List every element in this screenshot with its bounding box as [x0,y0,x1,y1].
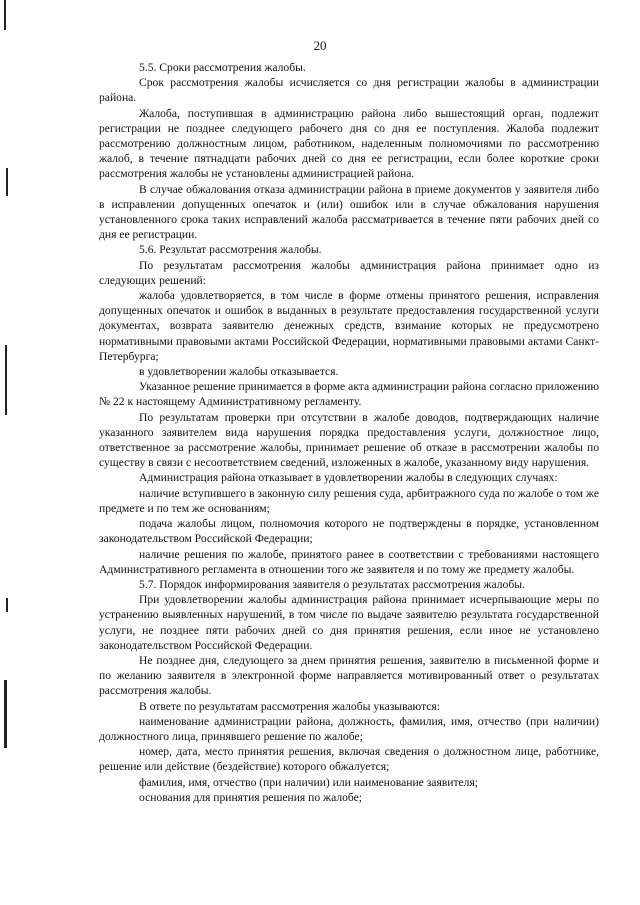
scan-edge-mark [6,168,8,196]
section-heading-5-6: 5.6. Результат рассмотрения жалобы. [139,243,322,257]
paragraph: По результатам рассмотрения жалобы администрация района принимает одно из следующих решений: [99,258,599,287]
paragraph: Администрация района отказывает в удовлетворении жалобы в следующих случаях: [139,471,558,485]
scan-edge-mark [4,0,6,30]
list-item: подача жалобы лицом, полномочия которого не подтверждены в порядке, установленном законодательством Российской Федерации; [99,517,599,546]
section-heading-5-7: 5.7. Порядок информирования заявителя о результатах рассмотрения жалобы. [139,577,525,591]
paragraph: Срок рассмотрения жалобы исчисляется со дня регистрации жалобы в администрации района. [99,76,599,105]
scan-edge-mark [5,345,7,415]
paragraph: Не позднее дня, следующего за днем принятия решения, заявителю в письменной форме и по желанию заявителя в электронной форме направляется мотивированный ответ о результатах рассмотрения жалобы. [99,653,599,698]
list-item: в удовлетворении жалобы отказывается. [139,365,339,379]
paragraph: Указанное решение принимается в форме акта администрации района согласно приложению № 22 к настоящему Административному регламенту. [99,380,599,409]
scan-edge-mark [6,598,8,612]
list-item: основания для принятия решения по жалобе; [139,790,363,804]
list-item: наличие решения по жалобе, принятого ранее в соответствии с требованиями настоящего Административного регламента в отношении того же заявителя и по тому же предмету жалобы. [99,547,599,576]
list-item: наличие вступившего в законную силу решения суда, арбитражного суда по жалобе о том же предмете и по тем же основаниям; [99,486,599,515]
document-body [99,60,599,805]
list-item: жалоба удовлетворяется, в том числе в форме отмены принятого решения, исправления допущенных опечаток и ошибок в выданных в результате предоставления государственной услуги документах, возврата заявителю денежных средств, взимание которых не предусмотрено нормативными правовыми актами Российской Федерации, нормативными правовыми актами Санкт-Петербурга; [99,289,599,363]
paragraph: В случае обжалования отказа администрации района в приеме документов у заявителя либо в исправлении допущенных опечаток и (или) ошибок или в случае обжалования нарушения установленного срока таких исправлений жалоба рассматривается в течение пяти рабочих дней со дня ее регистрации. [99,182,599,242]
list-item: наименование администрации района, должность, фамилия, имя, отчество (при наличии) должностного лица, принявшего решение по жалобе; [99,714,599,743]
paragraph: При удовлетворении жалобы администрация района принимает исчерпывающие меры по устранению выявленных нарушений, в том числе по выдаче заявителю результата государственной услуги, не позднее пяти рабочих дней со дня принятия решения, если иное не установлено законодательством Российской Федерации. [99,593,599,652]
list-item: фамилия, имя, отчество (при наличии) или наименование заявителя; [139,775,479,789]
paragraph: По результатам проверки при отсутствии в жалобе доводов, подтверждающих наличие указанного заявителем вида нарушения порядка предоставления услуги, должностное лицо, ответственное за рассмотрение жалобы, принимает решение об отказе в рассмотрении жалобы по существу в связи с несоответствием сведений, изложенных в жалобе, указанному виду нарушения. [99,410,599,470]
section-heading-5-5: 5.5. Сроки рассмотрения жалобы. [139,61,306,74]
page-number: 20 [313,38,327,53]
list-item: номер, дата, место принятия решения, включая сведения о должностном лице, работнике, решение или действие (бездействие) которого обжалуется; [99,745,599,774]
scan-edge-mark [4,680,7,748]
paragraph: Жалоба, поступившая в администрацию района либо вышестоящий орган, подлежит регистрации не позднее следующего рабочего дня со дня ее поступления. Жалоба подлежит рассмотрению должностным лицом, работником, наделенным полномочиями по рассмотрению жалоб, в течение пятнадцати рабочих дней со дня ее регистрации, если более короткие сроки рассмотрения жалобы не установлены администрацией района. [99,106,599,181]
paragraph: В ответе по результатам рассмотрения жалобы указываются: [139,699,440,713]
